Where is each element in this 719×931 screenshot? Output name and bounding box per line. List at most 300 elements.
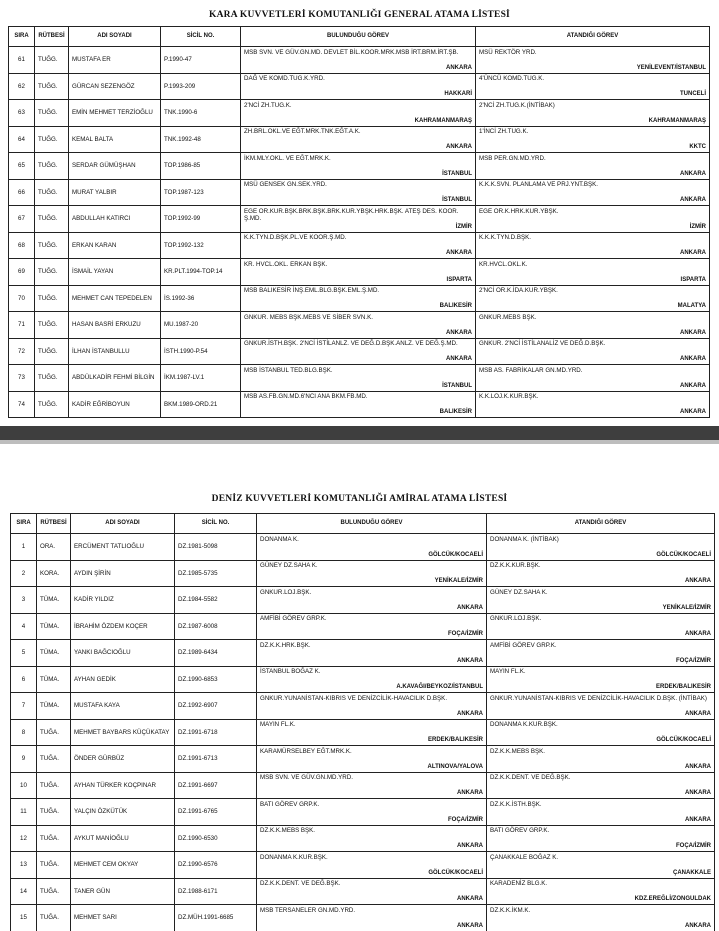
navy-list-title: DENİZ KUVVETLERİ KOMUTANLIĞI AMİRAL ATAMA LİSTESİ (211, 494, 508, 504)
assigned-post-location: GÖLCÜK/KOCAELİ (656, 737, 711, 744)
row-number: 71 (9, 312, 35, 339)
row-number: 73 (9, 365, 35, 392)
registry-number: DZ.1990-6853 (175, 666, 257, 693)
current-post-location: ANKARA (457, 790, 483, 797)
header-atandigi: ATANDIĞI GÖREV (476, 27, 710, 47)
table-row (11, 534, 715, 561)
current-post-content (260, 854, 483, 876)
current-post-content (244, 234, 472, 256)
rank: TÜMA. (37, 640, 71, 667)
table-row (9, 126, 710, 153)
assigned-post (487, 852, 715, 879)
assigned-post-content (490, 668, 711, 690)
current-post-title: DONANMA K. (260, 535, 299, 543)
registry-number: DZ.1988-6171 (175, 878, 257, 905)
assigned-post (487, 825, 715, 852)
assigned-post-content (479, 234, 706, 256)
army-list-title: KARA KUVVETLERİ KOMUTANLIĞI GENERAL ATAMA LİSTESİ (209, 10, 510, 20)
table-row (9, 206, 710, 233)
assigned-post-location: FOÇA/İZMİR (676, 843, 711, 850)
current-post-content (244, 128, 472, 150)
current-post-title: GNKUR.LOJ.BŞK. (260, 588, 312, 596)
rank: TUĞA. (37, 799, 71, 826)
row-number: 13 (11, 852, 37, 879)
assigned-post (476, 47, 710, 74)
assigned-post-title: GNKUR.MEBS BŞK. (479, 313, 537, 321)
row-number: 8 (11, 719, 37, 746)
table-row (9, 338, 710, 365)
current-post-content (260, 642, 483, 664)
current-post-content (260, 721, 483, 743)
current-post-content (244, 340, 472, 362)
registry-number: DZ.1991-6713 (175, 746, 257, 773)
current-post-content (260, 774, 483, 796)
current-post-title: MAYIN FL.K. (260, 721, 296, 729)
current-post-location: ANKARA (457, 922, 483, 929)
row-number: 2 (11, 560, 37, 587)
rank: TUĞG. (35, 206, 69, 233)
assigned-post-location: ANKARA (685, 763, 711, 770)
assigned-post-content (479, 314, 706, 336)
assigned-post-title: 4'ÜNCÜ KOMD.TUG.K. (479, 75, 545, 83)
assigned-post (476, 206, 710, 233)
rank: TUĞA. (37, 772, 71, 799)
assigned-post-title: EGE OR.K.HRK.KUR.YBŞK. (479, 207, 559, 215)
current-post-content (260, 589, 483, 611)
current-post-title: KARAMÜRSELBEY EĞT.MRK.K. (260, 747, 352, 755)
full-name: İBRAHİM ÖZDEM KOÇER (71, 613, 175, 640)
current-post-content (260, 536, 483, 558)
full-name: TANER GÜN (71, 878, 175, 905)
registry-number: TNK.1992-48 (161, 126, 241, 153)
current-post-title: GNKUR.İSTH.BŞK. 2'NCİ İSTİLANLZ. VE DEĞ.D.BŞK.ANLZ. VE DEĞ.Ş.MD. (244, 340, 458, 348)
registry-number: DZ.1981-5098 (175, 534, 257, 561)
assigned-post-content (479, 128, 706, 150)
assigned-post-location: ANKARA (680, 329, 706, 336)
current-post (257, 560, 487, 587)
assigned-post-location: ANKARA (685, 631, 711, 638)
rank: TÜMA. (37, 587, 71, 614)
table-row (11, 666, 715, 693)
registry-number: TOP.1986-85 (161, 153, 241, 180)
header-bulundugu: BULUNDUĞU GÖREV (257, 514, 487, 534)
assigned-post-location: KDZ.EREĞLİ/ZONGULDAK (634, 896, 711, 903)
current-post-location: GÖLCÜK/KOCAELİ (428, 869, 483, 876)
row-number: 9 (11, 746, 37, 773)
assigned-post-title: GNKUR.LOJ.BŞK. (490, 615, 542, 623)
header-atandigi: ATANDIĞI GÖREV (487, 514, 715, 534)
current-post-title: KR. HVCL.OKL. ERKAN BŞK. (244, 260, 328, 268)
current-post-title: BATI GÖREV GRP.K. (260, 800, 320, 808)
full-name: SERDAR GÜMÜŞHAN (69, 153, 161, 180)
row-number: 11 (11, 799, 37, 826)
row-number: 14 (11, 878, 37, 905)
registry-number: DZ.1984-5582 (175, 587, 257, 614)
current-post (241, 259, 476, 286)
current-post-location: HAKKARİ (444, 91, 472, 98)
current-post-content (244, 102, 472, 124)
registry-number: TNK.1990-6 (161, 100, 241, 127)
full-name: AYKUT MANİOĞLU (71, 825, 175, 852)
rank: TÜMA. (37, 693, 71, 720)
rank: TUĞG. (35, 47, 69, 74)
rank: TUĞG. (35, 365, 69, 392)
assigned-post (476, 365, 710, 392)
table-row (9, 232, 710, 259)
current-post-location: YENİKALE/İZMİR (434, 578, 483, 585)
current-post-content (260, 615, 483, 637)
current-post-location: KAHRAMANMARAŞ (414, 117, 472, 124)
assigned-post (487, 719, 715, 746)
assigned-post (476, 73, 710, 100)
table-row (11, 746, 715, 773)
assigned-post (476, 126, 710, 153)
current-post-title: DZ.K.K.MEBS BŞK. (260, 827, 316, 835)
current-post (257, 587, 487, 614)
assigned-post-location: MALATYA (677, 303, 706, 310)
current-post-content (260, 801, 483, 823)
registry-number: DZ.1992-6907 (175, 693, 257, 720)
assigned-post-location: ANKARA (685, 790, 711, 797)
table-row (11, 693, 715, 720)
current-post-location: ANKARA (446, 144, 472, 151)
assigned-post-location: YENİKALE/İZMİR (662, 604, 711, 611)
full-name: İLHAN İSTANBULLU (69, 338, 161, 365)
current-post (257, 746, 487, 773)
current-post-title: ZH.BRL.OKL.VE EĞT.MRK.TNK.EĞT.A.K. (244, 128, 361, 136)
current-post-location: ANKARA (446, 356, 472, 363)
registry-number: KR.PLT.1994-TOP.14 (161, 259, 241, 286)
current-post-content (244, 208, 472, 230)
table-row (11, 905, 715, 931)
table-row (9, 179, 710, 206)
registry-number: BKM.1989-ORD.21 (161, 391, 241, 418)
rank: TUĞG. (35, 312, 69, 339)
rank: TUĞA. (37, 878, 71, 905)
full-name: MEHMET SARI (71, 905, 175, 931)
assigned-post-content (479, 208, 706, 230)
header-bulundugu: BULUNDUĞU GÖREV (241, 27, 476, 47)
full-name: MURAT YALBIR (69, 179, 161, 206)
assigned-post-content (490, 907, 711, 929)
registry-number: DZ.1991-6718 (175, 719, 257, 746)
rank: TUĞA. (37, 719, 71, 746)
current-post-location: ANKARA (457, 604, 483, 611)
full-name: KADİR YILDIZ (71, 587, 175, 614)
row-number: 65 (9, 153, 35, 180)
rank: TUĞG. (35, 126, 69, 153)
full-name: AYHAN TÜRKER KOÇPINAR (71, 772, 175, 799)
table-row (11, 852, 715, 879)
full-name: ABDULLAH KATIRCI (69, 206, 161, 233)
current-post-location: ANKARA (457, 710, 483, 717)
current-post-content (244, 155, 472, 177)
current-post-title: GNKUR.YUNANİSTAN-KIBRIS VE DENİZCİLİK-HAVACILIK D.BŞK. (260, 694, 448, 702)
row-number: 4 (11, 613, 37, 640)
current-post (241, 73, 476, 100)
assigned-post-location: ANKARA (680, 250, 706, 257)
current-post-location: ANKARA (457, 657, 483, 664)
current-post (241, 365, 476, 392)
section-divider (0, 426, 719, 440)
current-post-location: İZMİR (455, 223, 472, 230)
current-post-location: İSTANBUL (442, 197, 472, 204)
assigned-post (487, 905, 715, 931)
registry-number: İS.1992-36 (161, 285, 241, 312)
current-post (241, 126, 476, 153)
assigned-post-title: KARADENİZ BLG.K. (490, 880, 548, 888)
registry-number: DZ.MÜH.1991-6685 (175, 905, 257, 931)
current-post-content (260, 748, 483, 770)
registry-number: İKM.1987-LV.1 (161, 365, 241, 392)
assigned-post (476, 285, 710, 312)
assigned-post-location: ANKARA (680, 356, 706, 363)
row-number: 70 (9, 285, 35, 312)
assigned-post-title: 2'NCİ ZH.TUG.K.(İNTİBAK) (479, 101, 555, 109)
assigned-post-title: AMFİBİ GÖREV GRP.K. (490, 641, 557, 649)
current-post-location: ANKARA (446, 329, 472, 336)
header-sira: SIRA (9, 27, 35, 47)
current-post (241, 391, 476, 418)
current-post (257, 719, 487, 746)
assigned-post (476, 100, 710, 127)
row-number: 1 (11, 534, 37, 561)
assigned-post (476, 312, 710, 339)
assigned-post-location: ANKARA (685, 922, 711, 929)
current-post (257, 905, 487, 931)
table-row (11, 799, 715, 826)
registry-number: DZ.1990-6576 (175, 852, 257, 879)
current-post-content (244, 75, 472, 97)
row-number: 74 (9, 391, 35, 418)
assigned-post-title: K.K.K.TYN.D.BŞK. (479, 234, 531, 242)
current-post-title: EGE OR.KUR.BŞK.BRK.BŞK.BRK.KUR.YBŞK.HRK.BŞK. ATEŞ DES. KOOR. Ş.MD. (244, 207, 459, 223)
full-name: ÖNDER GÜRBÜZ (71, 746, 175, 773)
row-number: 64 (9, 126, 35, 153)
assigned-post-location: KKTC (689, 144, 706, 151)
assigned-post-content (479, 287, 706, 309)
assigned-post (476, 153, 710, 180)
current-post (257, 772, 487, 799)
table-row (11, 719, 715, 746)
assigned-post-content (490, 615, 711, 637)
header-rutbe: RÜTBESİ (37, 514, 71, 534)
table-row (9, 365, 710, 392)
row-number: 5 (11, 640, 37, 667)
current-post (257, 852, 487, 879)
current-post (241, 206, 476, 233)
assigned-post-content (479, 261, 706, 283)
current-post-location: BALIKESİR (439, 303, 472, 310)
current-post (241, 232, 476, 259)
registry-number: DZ.1990-6530 (175, 825, 257, 852)
table-row (9, 259, 710, 286)
current-post (241, 47, 476, 74)
assigned-post (476, 259, 710, 286)
current-post-title: GÜNEY DZ.SAHA K. (260, 562, 318, 570)
row-number: 61 (9, 47, 35, 74)
current-post-title: DZ.K.K.DENT. VE DEĞ.BŞK. (260, 880, 341, 888)
current-post-title: MSB AS.FB.GN.MD.6'NCI ANA BKM.FB.MD. (244, 393, 368, 401)
registry-number: TOP.1992-132 (161, 232, 241, 259)
assigned-post-content (490, 880, 711, 902)
assigned-post-content (479, 181, 706, 203)
registry-number: TOP.1992-99 (161, 206, 241, 233)
row-number: 7 (11, 693, 37, 720)
current-post-location: BALIKESİR (439, 409, 472, 416)
table-row (9, 391, 710, 418)
current-post-location: ERDEK/BALIKESİR (427, 737, 483, 744)
registry-number: DZ.1991-6765 (175, 799, 257, 826)
current-post-title: GNKUR. MEBS BŞK.MEBS VE SİBER SVN.K. (244, 313, 373, 321)
full-name: ABDÜLKADİR FEHMİ BİLGİN (69, 365, 161, 392)
registry-number: DZ.1987-6008 (175, 613, 257, 640)
navy-appointment-table (10, 513, 715, 931)
assigned-post-content (479, 75, 706, 97)
rank: TUĞG. (35, 259, 69, 286)
registry-number: TOP.1987-123 (161, 179, 241, 206)
table-row (11, 878, 715, 905)
assigned-post-title: GÜNEY DZ.SAHA K. (490, 588, 548, 596)
assigned-post-title: DZ.K.K.İKM.K. (490, 906, 531, 914)
table-row (9, 47, 710, 74)
registry-number: P.1993-209 (161, 73, 241, 100)
header-rutbe: RÜTBESİ (35, 27, 69, 47)
assigned-post-content (490, 721, 711, 743)
current-post (241, 100, 476, 127)
assigned-post-content (479, 393, 706, 415)
registry-number: İSTH.1990-P.54 (161, 338, 241, 365)
assigned-post (487, 878, 715, 905)
full-name: AYDIN ŞİRİN (71, 560, 175, 587)
army-appointment-table (8, 26, 710, 418)
assigned-post (487, 587, 715, 614)
full-name: KADİR EĞRİBOYUN (69, 391, 161, 418)
current-post-location: ANKARA (446, 250, 472, 257)
current-post-content (260, 695, 483, 717)
assigned-post-content (490, 748, 711, 770)
assigned-post-title: MSÜ REKTÖR YRD. (479, 48, 537, 56)
assigned-post-location: ANKARA (685, 578, 711, 585)
assigned-post-location: ANKARA (680, 409, 706, 416)
full-name: HASAN BASRİ ERKUZU (69, 312, 161, 339)
assigned-post-title: DZ.K.K.İSTH.BŞK. (490, 800, 542, 808)
assigned-post-content (479, 367, 706, 389)
assigned-post-title: BATI GÖREV GRP.K. (490, 827, 550, 835)
current-post (257, 799, 487, 826)
current-post-location: GÖLCÜK/KOCAELİ (428, 551, 483, 558)
table-header-row (11, 514, 715, 534)
assigned-post-location: ANKARA (680, 197, 706, 204)
assigned-post-title: DZ.K.K.DENT. VE DEĞ.BŞK. (490, 774, 571, 782)
current-post-title: DZ.K.K.HRK.BŞK. (260, 641, 311, 649)
assigned-post-location: FOÇA/İZMİR (676, 657, 711, 664)
section-divider-edge (0, 440, 719, 444)
row-number: 72 (9, 338, 35, 365)
assigned-post-content (490, 562, 711, 584)
registry-number: DZ.1991-6697 (175, 772, 257, 799)
registry-number: DZ.1985-5735 (175, 560, 257, 587)
assigned-post-location: TUNCELİ (680, 91, 706, 98)
full-name: İSMAİL YAYAN (69, 259, 161, 286)
registry-number: DZ.1989-6434 (175, 640, 257, 667)
assigned-post-content (490, 827, 711, 849)
table-header-row (9, 27, 710, 47)
assigned-post-title: KR.HVCL.OKL.K. (479, 260, 528, 268)
header-ad: ADI SOYADI (71, 514, 175, 534)
full-name: MEHMET CAN TEPEDELEN (69, 285, 161, 312)
current-post-content (260, 880, 483, 902)
full-name: MUSTAFA ER (69, 47, 161, 74)
assigned-post-content (490, 774, 711, 796)
rank: TUĞG. (35, 391, 69, 418)
assigned-post-title: ÇANAKKALE BOĞAZ K. (490, 853, 559, 861)
current-post-title: MSB SVN. VE GÜV.GN.MD.YRD. (260, 774, 353, 782)
table-row (9, 153, 710, 180)
assigned-post-location: ANKARA (680, 170, 706, 177)
row-number: 69 (9, 259, 35, 286)
assigned-post-content (490, 642, 711, 664)
table-row (9, 312, 710, 339)
rank: TUĞG. (35, 100, 69, 127)
current-post-content (244, 287, 472, 309)
current-post-content (260, 562, 483, 584)
rank: TUĞG. (35, 153, 69, 180)
rank: TUĞG. (35, 285, 69, 312)
assigned-post-location: YENİLEVENT/İSTANBUL (636, 64, 706, 71)
current-post-title: İKM.MLY.OKL. VE EĞT.MRK.K. (244, 154, 331, 162)
current-post-title: 2'NCİ ZH.TUG.K. (244, 101, 292, 109)
current-post-content (260, 827, 483, 849)
table-row (11, 772, 715, 799)
assigned-post (487, 799, 715, 826)
current-post-title: MSÜ GENSEK GN.SEK.YRD. (244, 181, 327, 189)
table-row (11, 613, 715, 640)
assigned-post-location: ANKARA (685, 816, 711, 823)
assigned-post-title: 1'İNCİ ZH.TUG.K. (479, 128, 529, 136)
current-post-title: DAĞ VE KOMD.TUG.K.YRD. (244, 75, 325, 83)
assigned-post-title: DZ.K.K.KUR.BŞK. (490, 562, 541, 570)
assigned-post-title: DZ.K.K.MEBS BŞK. (490, 747, 546, 755)
current-post-title: K.K.TYN.D.BŞK.PL.VE KOOR.Ş.MD. (244, 234, 347, 242)
assigned-post-content (479, 49, 706, 71)
assigned-post-content (490, 801, 711, 823)
assigned-post-title: DONANMA K. (İNTİBAK) (490, 535, 559, 543)
full-name: YANKI BAĞCIOĞLU (71, 640, 175, 667)
current-post (257, 640, 487, 667)
row-number: 63 (9, 100, 35, 127)
current-post-content (244, 49, 472, 71)
assigned-post (476, 232, 710, 259)
current-post-title: MSB SVN. VE GÜV.GN.MD. DEVLET BİL.KOOR.MRK.MSB İRT.BRM.İRT.ŞB. (244, 48, 459, 56)
assigned-post-location: İZMİR (689, 223, 706, 230)
assigned-post-title: MAYIN FL.K. (490, 668, 526, 676)
header-sicil: SİCİL NO. (161, 27, 241, 47)
row-number: 15 (11, 905, 37, 931)
row-number: 66 (9, 179, 35, 206)
current-post-location: ANKARA (457, 896, 483, 903)
current-post (241, 312, 476, 339)
current-post-title: MSB TERSANELER GN.MD.YRD. (260, 906, 356, 914)
assigned-post-location: ERDEK/BALIKESİR (655, 684, 711, 691)
rank: TUĞA. (37, 852, 71, 879)
assigned-post (476, 338, 710, 365)
row-number: 12 (11, 825, 37, 852)
row-number: 10 (11, 772, 37, 799)
row-number: 67 (9, 206, 35, 233)
assigned-post-location: GÖLCÜK/KOCAELİ (656, 551, 711, 558)
table-row (11, 587, 715, 614)
